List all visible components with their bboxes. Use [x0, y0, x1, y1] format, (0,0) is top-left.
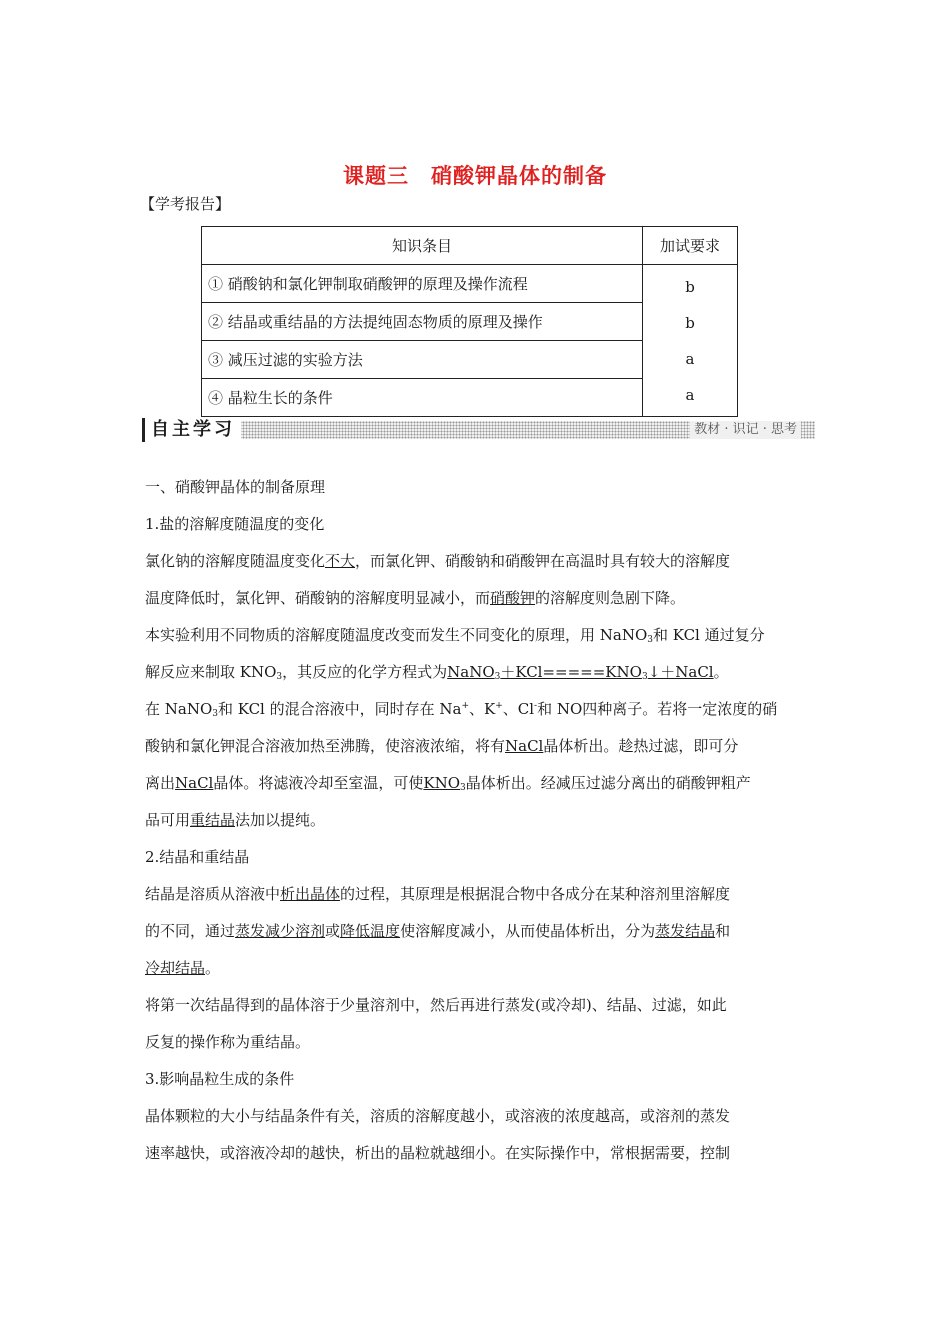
subsection-heading: 2.结晶和重结晶 [145, 848, 250, 866]
paragraph-line: 氯化钠的溶解度随温度变化不大，而氯化钾、硝酸钠和硝酸钾在高温时具有较大的溶解度 [145, 552, 731, 570]
answer-blank: 蒸发减少溶剂 [235, 922, 326, 940]
table-header-row [202, 227, 738, 265]
requirement-levels [643, 265, 738, 417]
requirements-table [201, 226, 738, 417]
subsection-heading: 3.影响晶粒生成的条件 [145, 1070, 295, 1088]
header-knowledge-item: 知识条目 [202, 227, 643, 265]
knowledge-item: ③ 减压过滤的实验方法 [202, 341, 643, 379]
header-requirement: 加试要求 [643, 227, 738, 265]
banner-subtitle: 教材 · 识记 · 思考 [690, 421, 801, 439]
paragraph-line: 离出NaCl晶体。将滤液冷却至室温，可使$KNO_3$晶体析出。经减压过滤分离出的硝酸钾粗产 [145, 774, 751, 793]
section-banner [142, 418, 815, 442]
answer-blank: 析出晶体 [280, 885, 341, 903]
paragraph-line: 冷却结晶。 [145, 959, 221, 977]
answer-blank: 蒸发结晶 [655, 922, 716, 940]
answer-blank: NaCl [505, 737, 544, 755]
answer-blank: 硝酸钾 [490, 589, 536, 607]
knowledge-item: ① 硝酸钠和氯化钾制取硝酸钾的原理及操作流程 [202, 265, 643, 303]
answer-blank: 不大 [325, 552, 356, 570]
requirement-level: a [685, 385, 695, 404]
requirement-level: a [685, 349, 695, 368]
paragraph-line: 在 NaNO$_3$和 KCl 的混合溶液中，同时存在 Na+、K+、Cl-和 NO四种离子。若将一定浓度的硝 [145, 700, 778, 719]
knowledge-item: ② 结晶或重结晶的方法提纯固态物质的原理及操作 [202, 303, 643, 341]
subsection-heading: 1.盐的溶解度随温度的变化 [145, 515, 325, 533]
paragraph-line: 解反应来制取 $KNO_3$，其反应的化学方程式为$NaNO_3+KCl=====KNO_3↓+NaCl$。 [145, 663, 729, 682]
table-row [202, 265, 738, 303]
paragraph-line: 将第一次结晶得到的晶体溶于少量溶剂中，然后再进行蒸发(或冷却)、结晶、过滤，如此 [145, 996, 727, 1014]
answer-blank-equation: $NaNO_3+KCl=====KNO_3↓+NaCl$ [447, 663, 714, 682]
answer-blank: 冷却结晶 [145, 959, 206, 977]
requirement-level: b [685, 277, 695, 296]
paragraph-line: 品可用重结晶法加以提纯。 [145, 811, 326, 829]
page-title: 课题三 硝酸钾晶体的制备 [343, 163, 607, 188]
paragraph-line: 酸钠和氯化钾混合溶液加热至沸腾，使溶液浓缩，将有NaCl晶体析出。趁热过滤，即可分 [145, 737, 739, 755]
report-label: 【学考报告】 [140, 195, 231, 213]
paragraph-line: 温度降低时，氯化钾、硝酸钠的溶解度明显减小，而硝酸钾的溶解度则急剧下降。 [145, 589, 686, 607]
answer-blank: 重结晶 [190, 811, 236, 829]
paragraph-line: 结晶是溶质从溶液中析出晶体的过程，其原理是根据混合物中各成分在某种溶剂里溶解度 [145, 885, 731, 903]
paragraph-line: 的不同，通过蒸发减少溶剂或降低温度使溶解度减小，从而使晶体析出，分为蒸发结晶和 [145, 922, 731, 940]
section-heading: 一、硝酸钾晶体的制备原理 [145, 478, 326, 496]
requirement-level: b [685, 313, 695, 332]
paragraph-line: 晶体颗粒的大小与结晶条件有关，溶质的溶解度越小，或溶液的浓度越高，或溶剂的蒸发 [145, 1107, 731, 1125]
paragraph-line: 反复的操作称为重结晶。 [145, 1033, 311, 1051]
knowledge-item: ④ 晶粒生长的条件 [202, 379, 643, 417]
body-content [145, 469, 815, 1172]
paragraph-line: 速率越快，或溶液冷却的越快，析出的晶粒就越细小。在实际操作中，常根据需要，控制 [145, 1144, 731, 1162]
answer-blank: $KNO_3$ [423, 774, 466, 793]
banner-title: 自主学习 [142, 418, 241, 442]
answer-blank: NaCl [175, 774, 214, 792]
answer-blank: 降低温度 [340, 922, 401, 940]
paragraph-line: 本实验利用不同物质的溶解度随温度改变而发生不同变化的原理，用 NaNO$_3$和 KCl 通过复分 [145, 626, 765, 645]
